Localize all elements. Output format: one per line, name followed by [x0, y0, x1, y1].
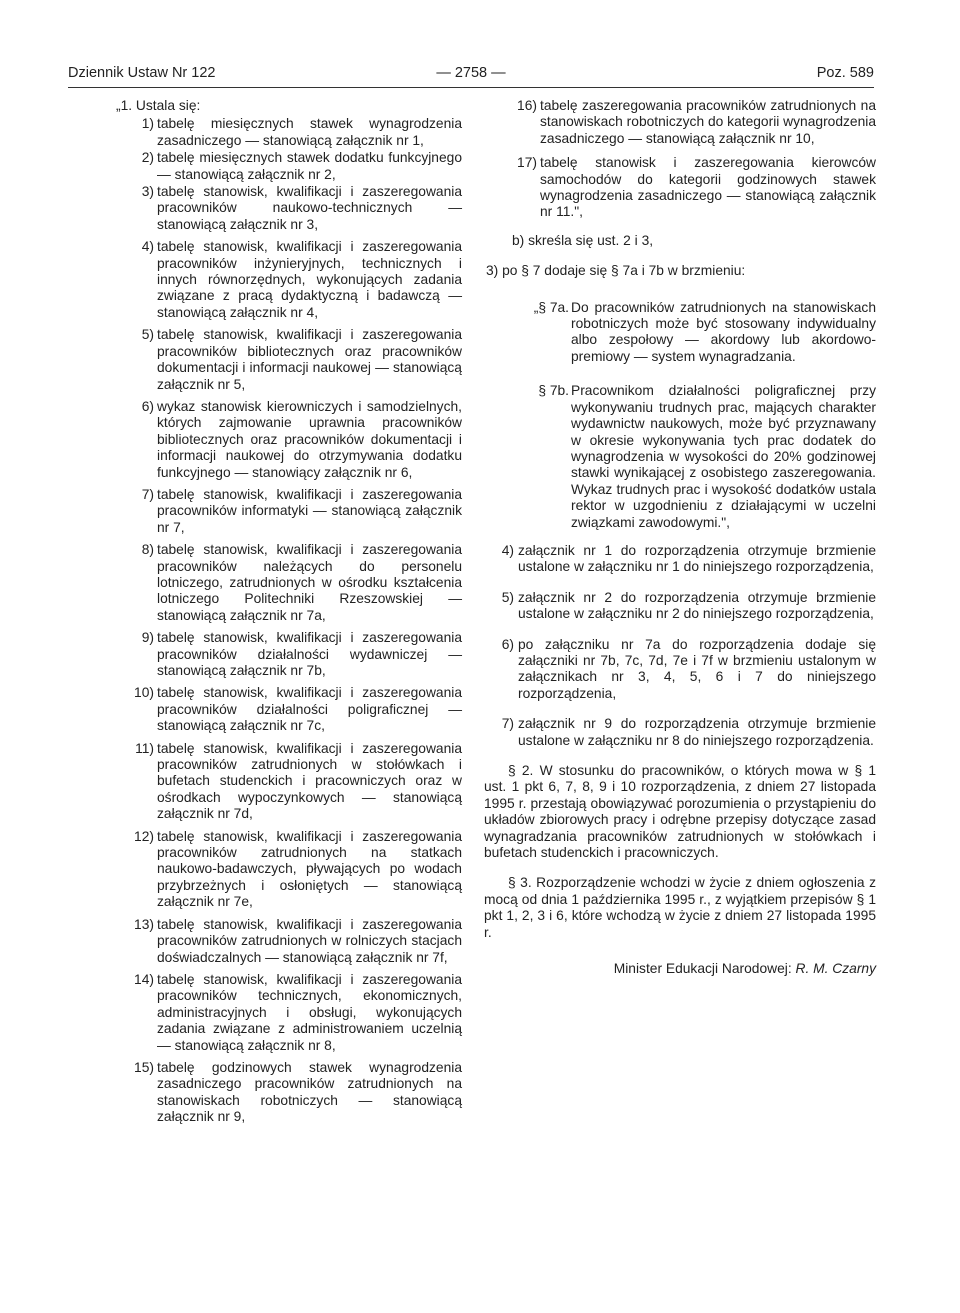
point-5 — [484, 590, 876, 623]
item-text: tabelę stanowisk i zaszeregowania kierowców samochodów do kategorii godzinowych stawek wynagrodzenia zasadniczego — stanowiącą załącznik nr 11.", — [540, 155, 876, 220]
position-number: Poz. 589 — [816, 65, 874, 81]
item-number: 10) — [134, 685, 154, 701]
item-number: 16) — [517, 98, 537, 113]
item-text: tabelę godzinowych stawek wynagrodzenia zasadniczego pracowników zatrudnionych na stanowiskach robotniczych — stanowiącą załącznik nr 9, — [157, 1059, 462, 1125]
item-number: 1) — [141, 116, 154, 132]
point-4 — [484, 543, 876, 576]
list-item — [112, 116, 462, 149]
item-number: 17) — [517, 155, 537, 171]
intro-line: „1. Ustala się: — [116, 98, 201, 113]
list-item — [112, 239, 462, 321]
point-6 — [484, 637, 876, 703]
page-header — [68, 64, 874, 86]
list-item — [484, 98, 876, 147]
section-label: „§ 7a. — [533, 299, 569, 315]
list-item — [112, 542, 462, 624]
item-text: tabelę stanowisk, kwalifikacji i zaszeregowania pracowników technicznych, ekonomicznych, administracyjnych i obsługi, wykonujących zadania związane z administrowaniem uczelnią — stanowiącą załącznik nr 8, — [157, 971, 462, 1053]
item-number: 9) — [141, 630, 154, 646]
signature — [484, 961, 876, 977]
item-text: tabelę stanowisk, kwalifikacji i zaszeregowania pracowników zatrudnionych w stołówkach i bufetach studenckich i pracowniczych oraz w ośrodkach wypoczynkowych — stanowiącą załącznik nr 7d, — [157, 740, 462, 822]
item-text: tabelę stanowisk, kwalifikacji i zaszeregowania pracowników należących do personelu lotniczego, zatrudnionych w ośrodku kształcenia lotniczego Politechniki Rzeszowskiej — stanowiącą załącznik nr 7a, — [157, 542, 462, 623]
list-item — [112, 327, 462, 393]
section-text: Pracownikom działalności poligraficznej przy wykonywaniu trudnych prac, mających charakter wydawnictw naukowych, może być przyznawany w okresie wykonywania tych prac dodatek do wynagrodzenia w wysokości do 20% godzinowej stawki wynikającej z osobistego zaszeregowania. Wykaz trudnych prac i wysokość dodatków ustala rektor w uzgodnieniu z działającymi w uczelni związkami zawodowymi.", — [571, 383, 876, 530]
item-number: 11) — [135, 740, 154, 756]
section-3: § 3. Rozporządzenie wchodzi w życie z dniem ogłoszenia z mocą od dnia 1 października 1995 r., z wyjątkiem przepisów § 1 pkt 1, 2, 3 i 6, które wchodzą w życie z dniem 27 listopada 1995 r. — [484, 875, 876, 940]
item-number: 6) — [501, 636, 514, 652]
item-text: tabelę miesięcznych stawek dodatku funkcyjnego — stanowiącą załącznik nr 2, — [157, 150, 462, 182]
item-text: po załączniku nr 7a do rozporządzenia dodaje się załączniki nr 7b, 7c, 7d, 7e i 7f w brzmieniu ustalonym w załącznikach nr 3, 4, 5, 6 i 7 do niniejszego rozporządzenia, — [518, 636, 876, 701]
section-2: § 2. W stosunku do pracowników, o których mowa w § 1 ust. 1 pkt 6, 7, 8, 9 i 10 rozporządzenia, z dniem 27 listopada 1995 r. przestają obowiązywać porozumienia o przystąpieniu do układów zbiorowych pracy i odrębne przepisy dotyczące zasad wynagradzania pracowników zatrudnionych w stołówkach i bufetach studenckich i pracowniczych. — [484, 763, 876, 861]
signature-role: Minister Edukacji Narodowej: — [613, 961, 792, 977]
left-column — [112, 98, 462, 1127]
list-item — [112, 829, 462, 911]
list-item — [112, 487, 462, 536]
item-text: tabelę stanowisk, kwalifikacji i zaszeregowania pracowników inżynieryjnych, technicznych i innych równorzędnych, wykonujących zadania związane z pracą dydaktyczną i badawczą — stanowiącą załącznik nr 4, — [157, 239, 462, 320]
item-text: wykaz stanowisk kierowniczych i samodzielnych, których zajmowanie uprawnia pracowników bibliotecznych oraz pracowników dokumentacji i informacji naukowej do otrzymywania dodatku funkcyjnego — stanowiący załącznik nr 6, — [157, 398, 462, 480]
item-number: 15) — [134, 1059, 154, 1075]
item-text: tabelę stanowisk, kwalifikacji i zaszeregowania pracowników działalności poligraficznej — stanowiącą załącznik nr 7c, — [157, 685, 462, 734]
right-column — [484, 98, 876, 977]
item-number: 5) — [501, 589, 514, 605]
item-number: 14) — [134, 971, 154, 987]
page-number: — 2758 — — [436, 65, 506, 81]
section-7a — [484, 300, 876, 366]
item-number: 4) — [141, 239, 154, 255]
item-number: 7) — [141, 486, 154, 502]
list-item — [112, 630, 462, 679]
point-7 — [484, 716, 876, 749]
item-number: 2) — [141, 150, 154, 166]
item-number: 8) — [141, 542, 154, 558]
item-number: 3) — [141, 184, 154, 200]
item-text: tabelę stanowisk, kwalifikacji i zaszeregowania pracowników zatrudnionych na statkach naukowo-badawczych, pływających po wodach przybrzeżnych i osłoniętych — stanowiącą załącznik nr 7e, — [157, 828, 462, 910]
item-text: tabelę stanowisk, kwalifikacji i zaszeregowania pracowników działalności wydawniczej — stanowiącą załącznik nr 7b, — [157, 630, 462, 678]
item-text: tabelę stanowisk, kwalifikacji i zaszeregowania pracowników informatyki — stanowiącą załącznik nr 7, — [157, 486, 462, 535]
list-item — [112, 972, 462, 1054]
item-text: tabelę miesięcznych stawek wynagrodzenia zasadniczego — stanowiącą załącznik nr 1, — [157, 116, 462, 148]
list-item — [112, 685, 462, 734]
list-item — [484, 155, 876, 221]
item-text: załącznik nr 1 do rozporządzenia otrzymuje brzmienie ustalone w załączniku nr 1 do niniejszego rozporządzenia, — [518, 542, 876, 575]
point-3: 3) po § 7 dodaje się § 7a i 7b w brzmieniu: — [486, 263, 746, 279]
item-number: 7) — [501, 716, 514, 732]
item-text: tabelę zaszeregowania pracowników zatrudnionych na stanowiskach robotniczych do kategorii wynagrodzenia zasadniczego — stanowiącą załącznik nr 10, — [540, 98, 876, 146]
item-text: tabelę stanowisk, kwalifikacji i zaszeregowania pracowników naukowo-technicznych — stanowiącą załącznik nr 3, — [157, 184, 462, 232]
item-number: 13) — [134, 916, 154, 932]
list-item — [112, 1060, 462, 1126]
list-item — [112, 399, 462, 481]
item-number: 5) — [141, 327, 154, 343]
point-b: b) skreśla się ust. 2 i 3, — [512, 232, 654, 248]
list-item — [112, 184, 462, 233]
list-item — [112, 150, 462, 183]
item-text: tabelę stanowisk, kwalifikacji i zaszeregowania pracowników zatrudnionych w rolniczych stacjach doświadczalnych — stanowiącą załącznik nr 7f, — [157, 916, 462, 965]
item-number: 4) — [501, 542, 514, 558]
signature-name: R. M. Czarny — [795, 961, 876, 977]
list-item — [112, 741, 462, 823]
item-text: załącznik nr 2 do rozporządzenia otrzymuje brzmienie ustalone w załączniku nr 2 do niniejszego rozporządzenia, — [518, 589, 876, 622]
item-number: 12) — [134, 828, 154, 844]
item-text: załącznik nr 9 do rozporządzenia otrzymuje brzmienie ustalone w załączniku nr 8 do niniejszego rozporządzenia. — [518, 716, 876, 748]
item-text: tabelę stanowisk, kwalifikacji i zaszeregowania pracowników bibliotecznych oraz pracowników dokumentacji i informacji naukowej — stanowiącą załącznik nr 5, — [157, 327, 462, 392]
section-7b — [484, 383, 876, 531]
header-rule — [68, 87, 874, 88]
item-number: 6) — [141, 398, 154, 414]
section-label: § 7b. — [538, 383, 569, 399]
list-item — [112, 917, 462, 966]
section-text: Do pracowników zatrudnionych na stanowiskach robotniczych może być stosowany indywidualny albo zespołowy — akordowy lub akordowo-premiowy — system wynagradzania. — [571, 299, 876, 364]
journal-title: Dziennik Ustaw Nr 122 — [68, 65, 216, 81]
